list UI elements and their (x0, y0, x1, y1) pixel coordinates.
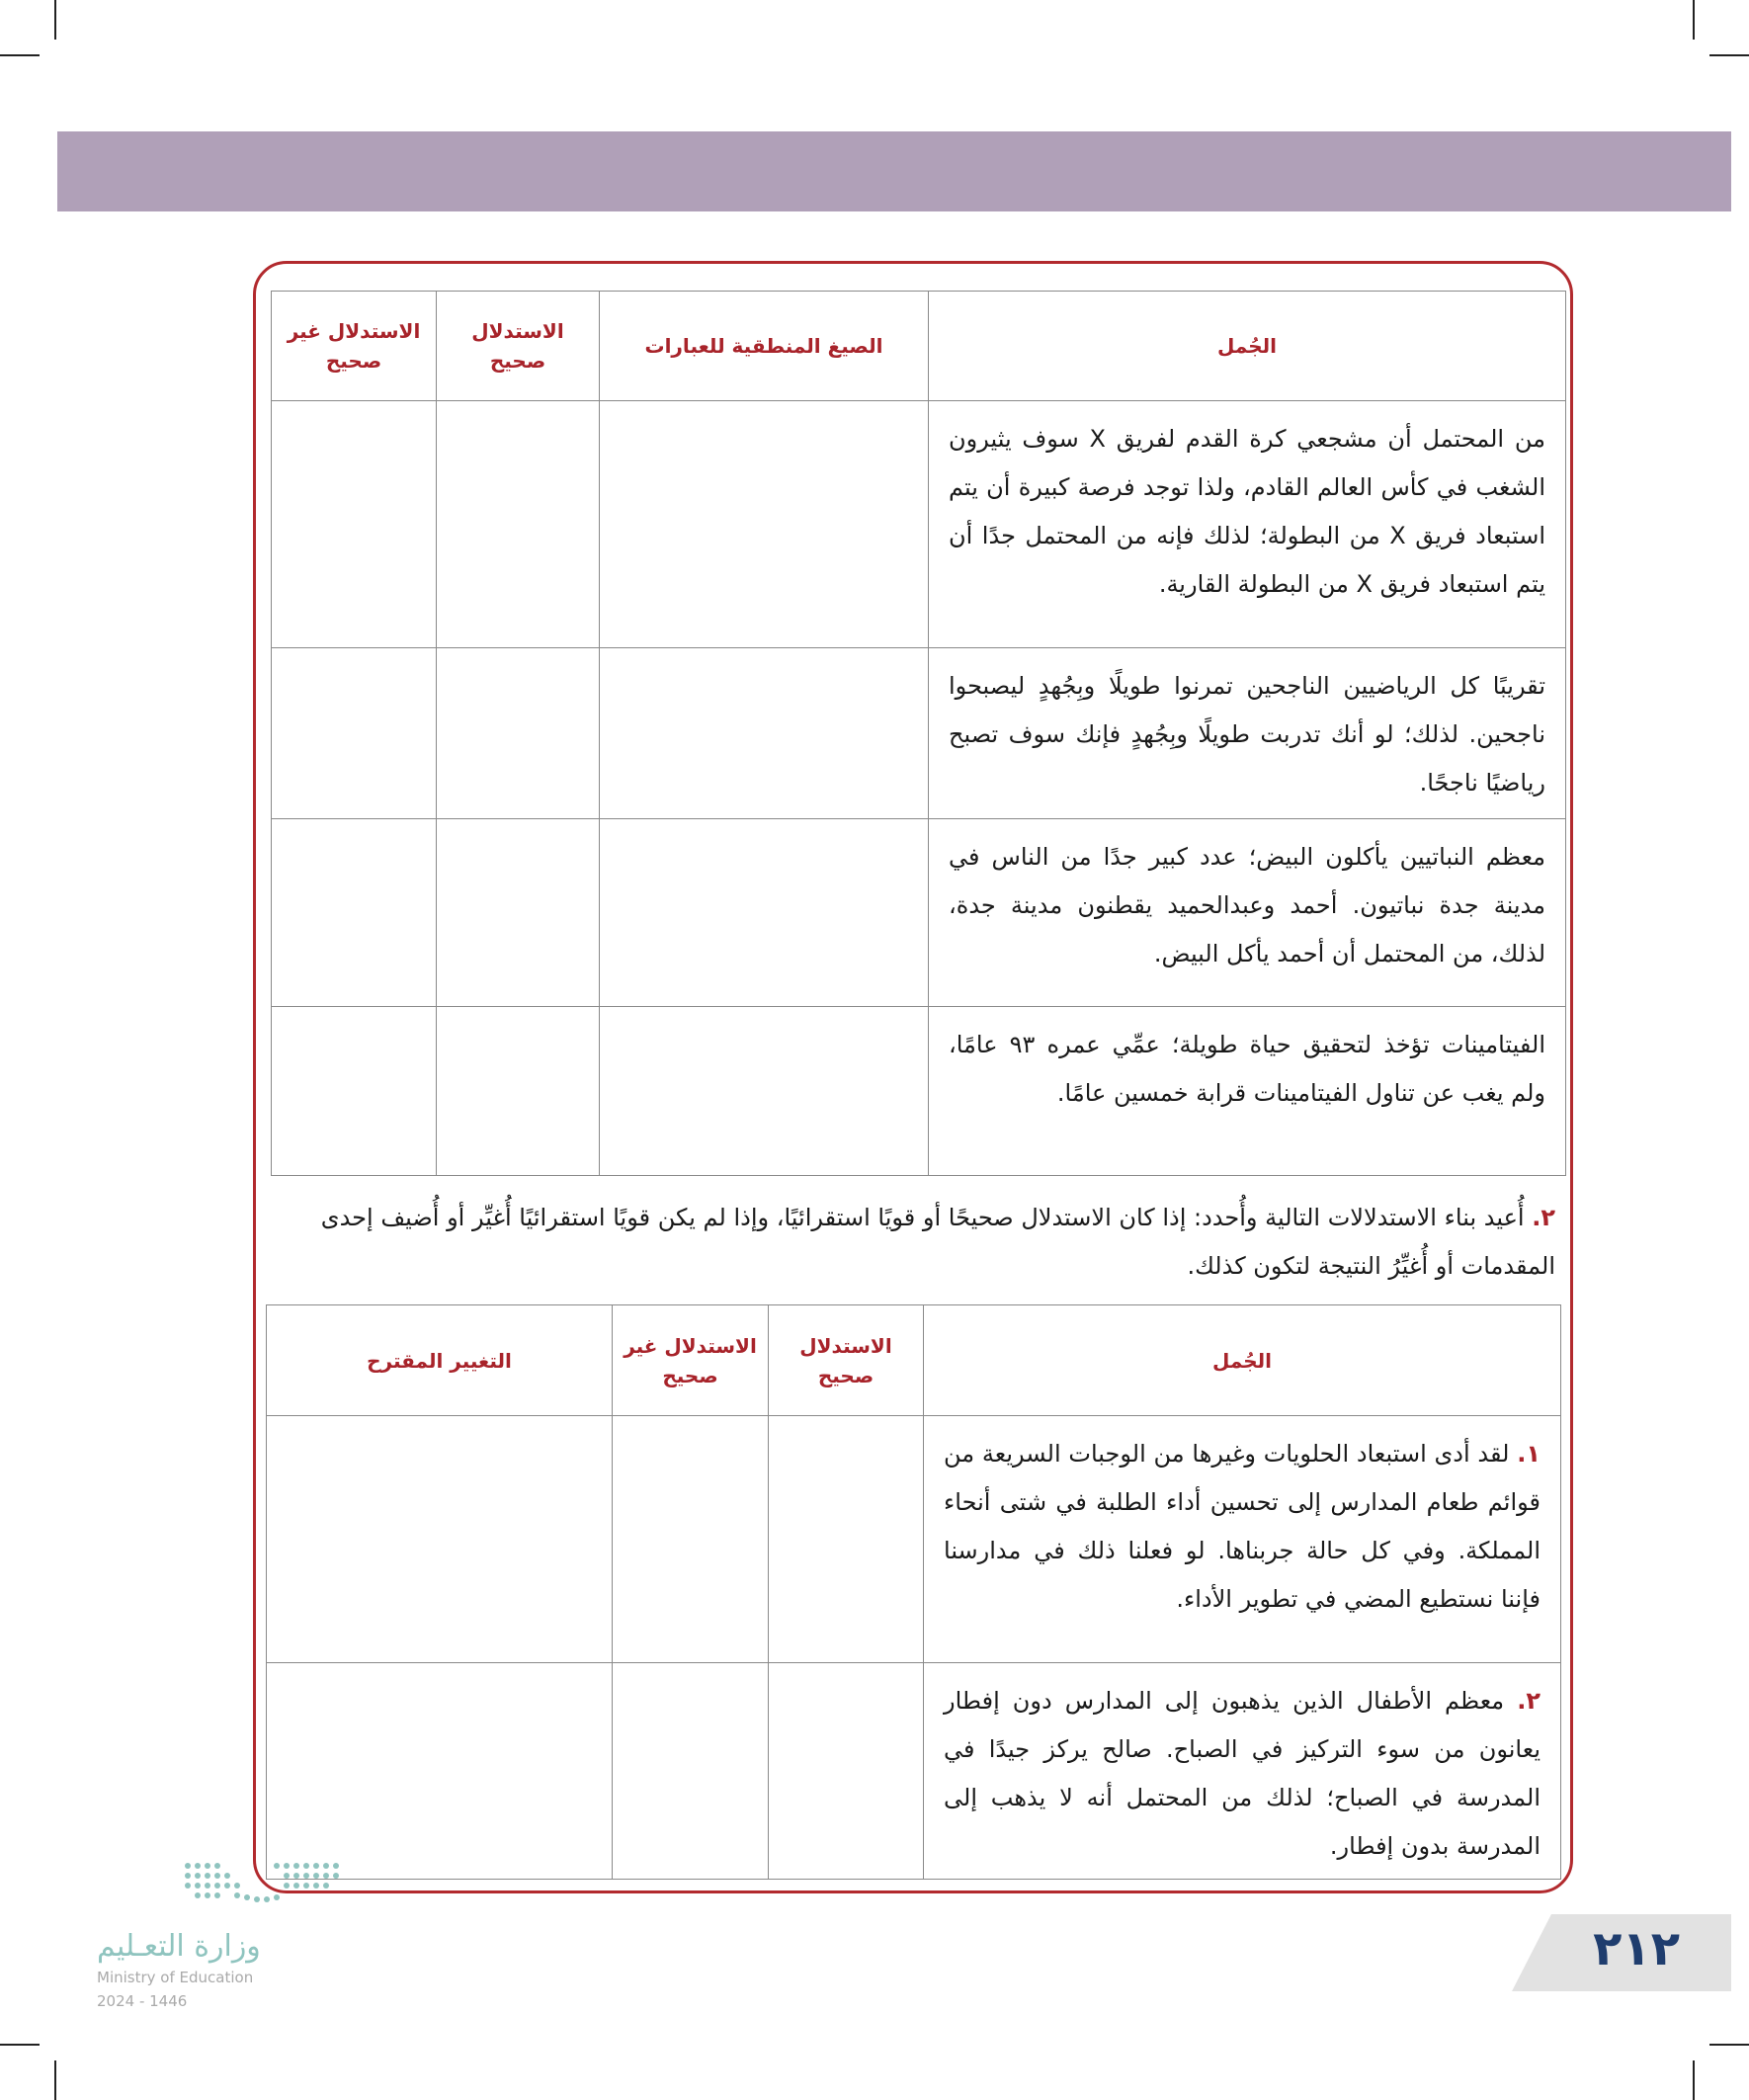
sentence-cell: معظم النباتيين يأكلون البيض؛ عدد كبير جدًا من الناس في مدينة جدة نباتيون. أحمد وعبدالحميد يقطنون مدينة جدة، لذلك، من المحتمل أن أحمد يأكل البيض. (929, 819, 1566, 1007)
exercise-instruction (267, 1194, 1555, 1291)
crop-mark (0, 2044, 40, 2046)
invalid-cell[interactable] (272, 648, 437, 819)
invalid-cell[interactable] (272, 401, 437, 648)
page-number: ٢١٢ (1593, 1921, 1680, 1976)
sentence-cell (924, 1663, 1561, 1880)
valid-cell[interactable] (437, 819, 600, 1007)
invalid-cell[interactable] (613, 1416, 769, 1663)
header-valid: الاستدلال صحيح (769, 1305, 924, 1416)
ministry-logo-icon (178, 1858, 356, 1905)
reasoning-table-1 (271, 291, 1566, 1176)
item-number: ٢. (1517, 1687, 1541, 1715)
valid-cell[interactable] (437, 1007, 600, 1176)
exercise-number: ٢. (1532, 1204, 1555, 1231)
header-suggested-change: التغيير المقترح (267, 1305, 613, 1416)
sentence-text: معظم الأطفال الذين يذهبون إلى المدارس دون إفطار يعانون من سوء التركيز في الصباح. صالح يركز جيدًا في المدرسة في الصباح؛ لذلك من المحتمل أنه لا يذهب إلى المدرسة بدون إفطار. (944, 1687, 1541, 1860)
valid-cell[interactable] (769, 1416, 924, 1663)
logical-form-cell[interactable] (600, 1007, 929, 1176)
header-invalid: الاستدلال غير صحيح (272, 292, 437, 401)
table-header-row (272, 292, 1566, 401)
invalid-cell[interactable] (272, 1007, 437, 1176)
table-row (267, 1416, 1561, 1663)
valid-cell[interactable] (437, 648, 600, 819)
crop-mark (0, 54, 40, 56)
table-row (267, 1663, 1561, 1880)
crop-mark (1709, 2044, 1749, 2046)
crop-mark (54, 2060, 56, 2100)
ministry-name-english: Ministry of Education (97, 1969, 254, 1986)
crop-mark (54, 0, 56, 40)
crop-mark (1709, 54, 1749, 56)
sentence-cell: من المحتمل أن مشجعي كرة القدم لفريق X سوف يثيرون الشغب في كأس العالم القادم، ولذا توجد فرصة كبيرة أن يتم استبعاد فريق X من البطولة؛ لذلك فإنه من المحتمل جدًا أن يتم استبعاد فريق X من البطولة القارية. (929, 401, 1566, 648)
sentence-cell: الفيتامينات تؤخذ لتحقيق حياة طويلة؛ عمِّي عمره ٩٣ عامًا، ولم يغب عن تناول الفيتامينات قرابة خمسين عامًا. (929, 1007, 1566, 1176)
header-band (57, 131, 1731, 211)
exercise-text: أُعيد بناء الاستدلالات التالية وأُحدد: إذا كان الاستدلال صحيحًا أو قويًا استقرائيًا، وإذا لم يكن قويًا استقرائيًا أُغيِّر أو أُضيف إحدى المقدمات أو أُغيِّرُ النتيجة لتكون كذلك. (320, 1204, 1555, 1280)
header-logical-forms: الصيغ المنطقية للعبارات (600, 292, 929, 401)
table-row (272, 401, 1566, 648)
header-sentences: الجُمل (924, 1305, 1561, 1416)
header-sentences: الجُمل (929, 292, 1566, 401)
header-invalid: الاستدلال غير صحيح (613, 1305, 769, 1416)
table-row (272, 819, 1566, 1007)
valid-cell[interactable] (437, 401, 600, 648)
crop-mark (1693, 0, 1695, 40)
table-row (272, 648, 1566, 819)
invalid-cell[interactable] (272, 819, 437, 1007)
logical-form-cell[interactable] (600, 401, 929, 648)
suggested-change-cell[interactable] (267, 1663, 613, 1880)
logical-form-cell[interactable] (600, 819, 929, 1007)
sentence-cell: تقريبًا كل الرياضيين الناجحين تمرنوا طويلًا وبِجُهدٍ ليصبحوا ناجحين. لذلك؛ لو أنك تدربت طويلًا وبِجُهدٍ فإنك سوف تصبح رياضيًا ناجحًا. (929, 648, 1566, 819)
valid-cell[interactable] (769, 1663, 924, 1880)
sentence-text: لقد أدى استبعاد الحلويات وغيرها من الوجبات السريعة من قوائم طعام المدارس إلى تحسين أداء الطلبة في شتى أنحاء المملكة. وفي كل حالة جربناها. لو فعلنا ذلك في مدارسنا فإننا نستطيع المضي في تطوير الأداء. (944, 1440, 1541, 1613)
reasoning-table-2 (266, 1304, 1561, 1880)
item-number: ١. (1517, 1440, 1541, 1468)
header-valid: الاستدلال صحيح (437, 292, 600, 401)
table-header-row (267, 1305, 1561, 1416)
table-row (272, 1007, 1566, 1176)
invalid-cell[interactable] (613, 1663, 769, 1880)
crop-mark (1693, 2060, 1695, 2100)
ministry-year: 2024 - 1446 (97, 1992, 188, 2010)
ministry-name-arabic: وزارة التعـليم (97, 1929, 261, 1964)
suggested-change-cell[interactable] (267, 1416, 613, 1663)
sentence-cell (924, 1416, 1561, 1663)
logical-form-cell[interactable] (600, 648, 929, 819)
